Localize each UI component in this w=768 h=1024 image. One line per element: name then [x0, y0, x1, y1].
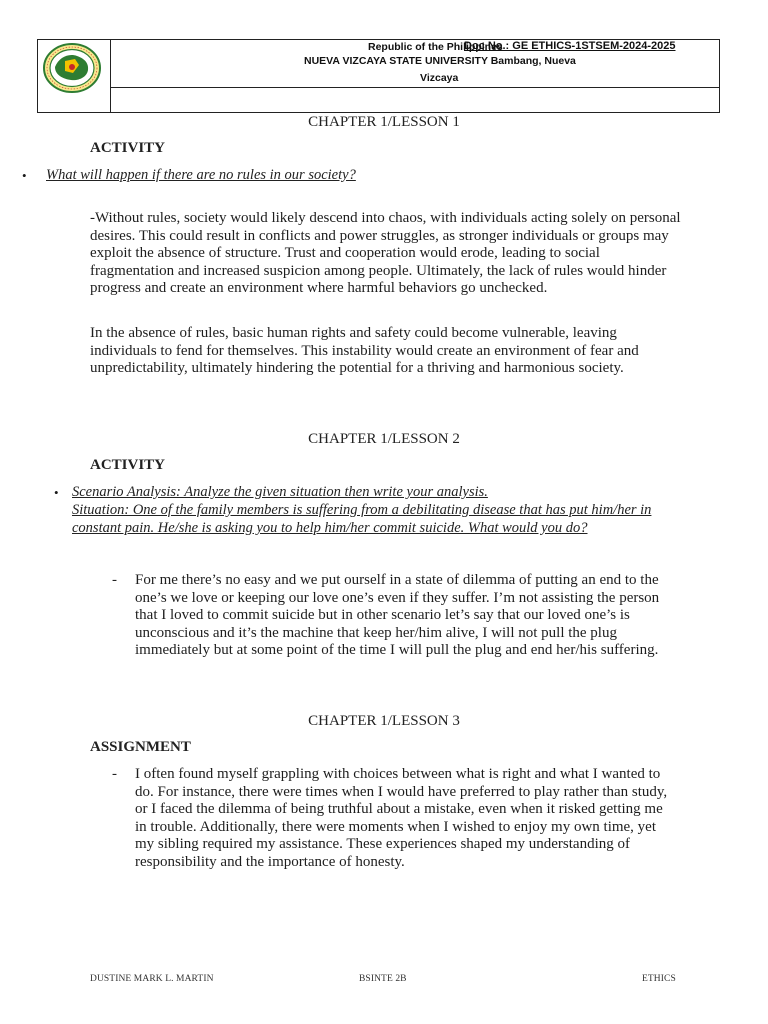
logo-cell — [38, 40, 111, 112]
lesson1-heading: CHAPTER 1/LESSON 1 — [308, 114, 460, 130]
footer-student-name: DUSTINE MARK L. MARTIN — [90, 974, 214, 984]
lesson1-paragraph-1: -Without rules, society would likely descend into chaos, with individuals acting solely on personal desires. This could result in conflicts and power struggles, as stronger individuals or groups may exploit the absence of structure. Trust and cooperation would erode, leading to social fragmentation and increased suspicion among people. Ultimately, the lack of rules would hinder progress and create an environment where harmful behaviors go unchecked. — [90, 210, 681, 297]
lesson3-heading: CHAPTER 1/LESSON 3 — [308, 713, 460, 729]
lesson2-heading: CHAPTER 1/LESSON 2 — [308, 431, 460, 447]
university-seal-icon — [43, 43, 101, 93]
lesson1-label: ACTIVITY — [90, 140, 166, 156]
list-dash: - — [112, 572, 117, 588]
footer-subject: ETHICS — [642, 974, 676, 984]
header-republic: Republic of the Philippines — [368, 41, 503, 53]
lesson2-answer: For me there’s no easy and we put ourself in a state of dilemma of putting an end to the one’s we love or keeping our love one’s even if they suffer. I’m not assisting the person that I loved to commit suicide but in other scenario let’s say that our loved one’s is unconscious and it’s the machine that keep her/him alive, I will not pull the plug immediately but at some point of the time I will pull the plug and end her/his suffering. — [135, 572, 660, 659]
footer-course: BSINTE 2B — [359, 974, 407, 984]
lesson1-question: What will happen if there are no rules in our society? — [46, 167, 356, 183]
header-divider — [111, 87, 719, 88]
header-doc-number: Doc No.: GE ETHICS-1STSEM-2024-2025 — [464, 40, 676, 52]
lesson1-paragraph-2: In the absence of rules, basic human rights and safety could become vulnerable, leaving individuals to fend for themselves. This instability would create an environment of fear and unpredictability, ultimately hindering the potential for a thriving and harmonious society. — [90, 325, 639, 377]
lesson3-label: ASSIGNMENT — [90, 739, 191, 755]
lesson2-scenario-title: Scenario Analysis: Analyze the given situation then write your analysis. — [72, 484, 488, 500]
lesson2-situation: Situation: One of the family members is suffering from a debilitating disease that has put him/her in constant pain. He/she is asking you to help him/her commit suicide. What would you do? — [72, 502, 652, 536]
document-header — [37, 39, 720, 113]
list-dash: - — [112, 766, 117, 782]
lesson3-answer: I often found myself grappling with choices between what is right and what I wanted to do. For instance, there were times when I would have preferred to play rather than study, or I faced the dilemma of being truthful about a mistake, even when it risked getting me in trouble. Additionally, there were moments when I wished to enjoy my own time, yet my sibling required my assistance. These experiences shaped my understanding of responsibility and the importance of honesty. — [135, 766, 668, 870]
bullet-icon: • — [22, 168, 27, 183]
lesson2-label: ACTIVITY — [90, 457, 166, 473]
bullet-icon: • — [54, 485, 59, 500]
header-province: Vizcaya — [420, 72, 459, 84]
header-university: NUEVA VIZCAYA STATE UNIVERSITY Bambang, Nueva — [304, 55, 576, 67]
